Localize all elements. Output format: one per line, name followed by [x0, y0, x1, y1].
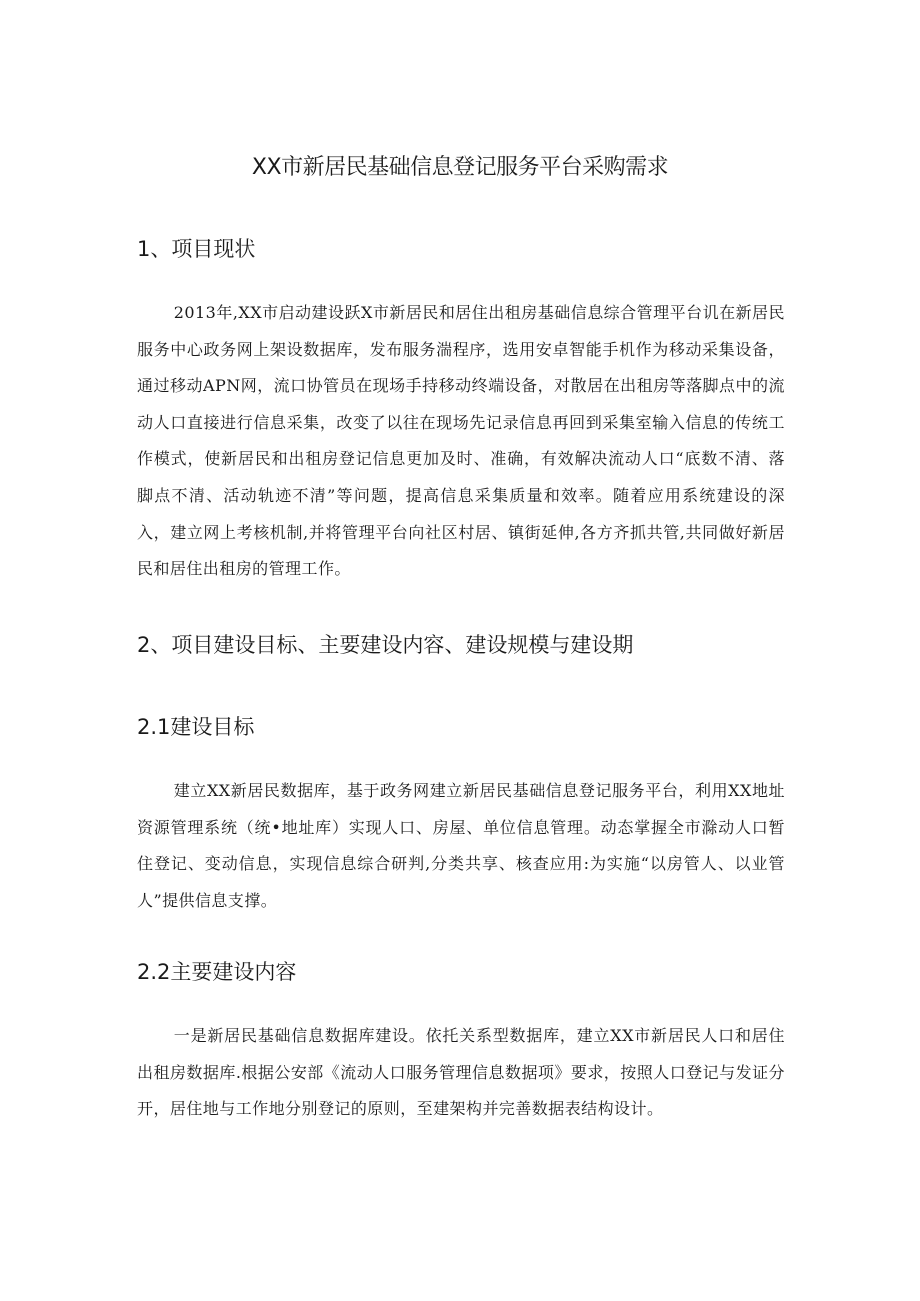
section-heading-construction-goal: 2.1建设目标 — [137, 715, 255, 739]
paragraph-project-status: 2013年,XX市启动建设跃X市新居民和居住出租房基础信息综合管理平台讥在新居民服务中心政务网上架设数据库，发布服务湍程序，选用安卓智能手机作为移动采集设备，通过移动APN网，流口协管员在现场手持移动终端设备，对散居在出租房等落脚点中的流动人口直接进行信息采集，改变了以往在现场先记录信息再回到采集室输入信息的传统工作模式，使新居民和出租房登记信息更加及时、准确，有效解决流动人口“底数不清、落脚点不清、活动轨迹不清”等问题，提高信息采集质量和效率。随着应用系统建设的深入，建立网上考核机制,并将管理平台向社区村居、镇街延伸,各方齐抓共管,共同做好新居民和居住出租房的管理工作。 — [137, 303, 785, 579]
section-heading-construction-goals-overview: 2、项目建设目标、主要建设内容、建设规模与建设期 — [137, 633, 634, 657]
document-title: XX市新居民基础信息登记服务平台采购需求 — [251, 155, 669, 180]
section-heading-main-content: 2.2主要建设内容 — [137, 960, 297, 984]
paragraph-main-content: 一是新居民基础信息数据库建设。依托关系型数据库，建立XX市新居民人口和居住出租房数据库.根据公安部《流动人口服务管理信息数据项》要求，按照人口登记与发证分开，居住地与工作地分别登记的原则，至建架构并完善数据表结构设计。 — [137, 1026, 785, 1119]
paragraph-construction-goal: 建立XX新居民数据库，基于政务网建立新居民基础信息登记服务平台，利用XX地址资源管理系统（统•地址库）实现人口、房屋、单位信息管理。动态掌握全市滁动人口暂住登记、变动信息，实现信息综合研判,分类共享、核查应用:为实施“以房管人、以业管人”提供信息支撑。 — [137, 781, 785, 910]
section-heading-project-status: 1、项目现状 — [137, 237, 256, 261]
